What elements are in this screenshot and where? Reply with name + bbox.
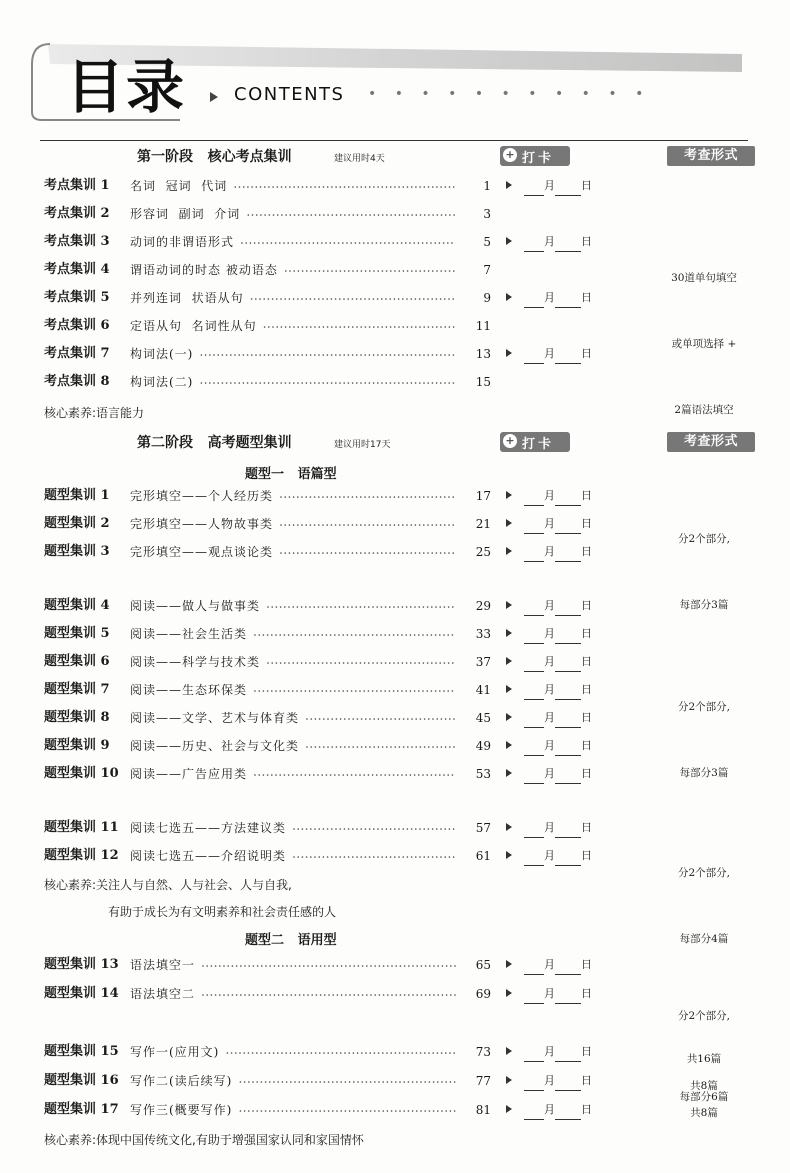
row-page: 15: [475, 375, 491, 389]
toc-row[interactable]: [44, 624, 604, 644]
row-code: 题型集训 8: [44, 710, 110, 725]
row-topic: 写作二(读后续写): [130, 1074, 233, 1088]
stage2-exam-form-badge: 考查形式: [667, 432, 755, 452]
groupC-note: 分2个部分, 每部分4篇: [677, 867, 731, 945]
stage1-title: 第一阶段 核心考点集训: [137, 149, 292, 165]
stage1-exam-note: 30道单句填空 或单项选择 + 2篇语法填空: [671, 272, 737, 416]
row-code: 考点集训 2: [44, 206, 110, 221]
arrow-icon: [210, 92, 218, 102]
row-topic: 动词的非谓语形式: [130, 235, 235, 249]
type1-title: 题型一 语篇型: [245, 467, 337, 482]
row-code: 考点集训 4: [44, 262, 110, 277]
row-page: 57: [475, 821, 491, 835]
toc-row[interactable]: [44, 596, 604, 616]
toc-row[interactable]: [44, 1100, 604, 1120]
arrow-icon: [506, 349, 512, 357]
dotted-leader: [44, 288, 494, 308]
toc-row[interactable]: [44, 1042, 604, 1062]
dotted-leader: [44, 1042, 494, 1062]
groupD-note: 分2个部分, 每部分6篇: [677, 1010, 731, 1103]
groupB-note: 分2个部分, 每部分3篇: [677, 701, 731, 779]
row-page: 3: [483, 207, 491, 221]
toc-row[interactable]: [44, 1071, 604, 1091]
row-topic: 完形填空——人物故事类: [130, 517, 274, 531]
date-field[interactable]: 月 日: [524, 680, 592, 700]
stage1-checkin-badge: + 打卡: [500, 146, 570, 166]
stage2-title: 第二阶段 高考题型集训: [137, 435, 292, 451]
row-code: 题型集训 1: [44, 488, 110, 503]
row-page: 81: [475, 1103, 491, 1117]
row-code: 考点集训 1: [44, 178, 110, 193]
arrow-icon: [506, 519, 512, 527]
row-topic: 阅读——文学、艺术与体育类: [130, 711, 300, 725]
row-topic: 阅读——历史、社会与文化类: [130, 739, 300, 753]
row-code: 考点集训 6: [44, 318, 110, 333]
plus-icon: +: [503, 434, 517, 448]
row-page: 5: [483, 235, 491, 249]
row-code: 考点集训 3: [44, 234, 110, 249]
date-field[interactable]: 月 日: [524, 486, 592, 506]
arrow-icon: [506, 685, 512, 693]
arrow-icon: [506, 769, 512, 777]
toc-row[interactable]: [44, 708, 604, 728]
row-code: 题型集训 6: [44, 654, 110, 669]
date-field[interactable]: 月 日: [524, 955, 592, 975]
row-page: 41: [475, 683, 491, 697]
row-page: 17: [475, 489, 491, 503]
toc-row[interactable]: [44, 736, 604, 756]
arrow-icon: [506, 657, 512, 665]
dotted-leader: [44, 514, 494, 534]
row-topic: 阅读——广告应用类: [130, 767, 248, 781]
row-code: 题型集训 16: [44, 1073, 119, 1088]
date-field[interactable]: 月 日: [524, 846, 592, 866]
row-topic: 完形填空——个人经历类: [130, 489, 274, 503]
row-code: 题型集训 15: [44, 1044, 119, 1059]
toc-row[interactable]: [44, 514, 604, 534]
row-code: 题型集训 17: [44, 1102, 119, 1117]
groupE-note-2: 共8篇: [690, 1107, 718, 1119]
dotted-leader: [44, 846, 494, 866]
plus-icon: +: [503, 148, 517, 162]
dotted-leader: [44, 596, 494, 616]
date-field[interactable]: 月 日: [524, 708, 592, 728]
stage1-core: 核心素养:语言能力: [44, 406, 145, 420]
date-field[interactable]: 月 日: [524, 596, 592, 616]
toc-row[interactable]: [44, 288, 604, 308]
row-topic: 阅读七选五——介绍说明类: [130, 849, 287, 863]
row-topic: 阅读——做人与做事类: [130, 599, 261, 613]
row-topic: 构词法(二): [130, 375, 194, 389]
toc-row[interactable]: [44, 818, 604, 838]
row-page: 61: [475, 849, 491, 863]
row-page: 13: [475, 347, 491, 361]
toc-row[interactable]: [44, 260, 604, 280]
page-subtitle: CONTENTS: [234, 84, 345, 105]
row-code: 题型集训 5: [44, 626, 110, 641]
toc-row[interactable]: [44, 846, 604, 866]
date-field[interactable]: 月 日: [524, 652, 592, 672]
divider: [40, 140, 748, 141]
row-code: 题型集训 4: [44, 598, 110, 613]
dotted-leader: [44, 652, 494, 672]
arrow-icon: [506, 237, 512, 245]
stage2-core1b: 有助于成长为有文明素养和社会责任感的人: [108, 905, 337, 919]
row-topic: 语法填空二: [130, 987, 196, 1001]
arrow-icon: [506, 547, 512, 555]
row-code: 题型集训 11: [44, 820, 119, 835]
date-field[interactable]: 月 日: [524, 1100, 592, 1120]
row-page: 53: [475, 767, 491, 781]
arrow-icon: [506, 1105, 512, 1113]
row-code: 题型集训 7: [44, 682, 110, 697]
row-topic: 完形填空——观点谈论类: [130, 545, 274, 559]
dotted-leader: [44, 232, 494, 252]
date-field[interactable]: 月 日: [524, 288, 592, 308]
type2-title: 题型二 语用型: [245, 933, 337, 948]
date-field[interactable]: 月 日: [524, 1071, 592, 1091]
row-code: 题型集训 12: [44, 848, 119, 863]
toc-row[interactable]: [44, 372, 604, 392]
dotted-leader: [44, 176, 494, 196]
row-topic: 形容词 副词 介词: [130, 207, 241, 221]
row-page: 69: [475, 987, 491, 1001]
toc-row[interactable]: [44, 486, 604, 506]
toc-row[interactable]: [44, 984, 604, 1004]
row-code: 题型集训 9: [44, 738, 110, 753]
arrow-icon: [506, 491, 512, 499]
date-field[interactable]: 月 日: [524, 736, 592, 756]
row-topic: 阅读——社会生活类: [130, 627, 248, 641]
dotted-leader: [44, 344, 494, 364]
row-code: 题型集训 13: [44, 957, 119, 972]
dotted-leader: [44, 955, 494, 975]
dotted-leader: • • • • • • • • • • •: [368, 86, 651, 102]
row-code: 考点集训 5: [44, 290, 110, 305]
toc-row[interactable]: [44, 955, 604, 975]
row-page: 7: [483, 263, 491, 277]
stage1-suggest: 建议用时4天: [334, 154, 385, 164]
dotted-leader: [44, 316, 494, 336]
toc-row[interactable]: [44, 232, 604, 252]
row-page: 29: [475, 599, 491, 613]
arrow-icon: [506, 629, 512, 637]
stage2-core1a: 核心素养:关注人与自然、人与社会、人与自我,: [44, 878, 292, 892]
row-topic: 语法填空一: [130, 958, 196, 972]
row-page: 1: [483, 179, 491, 193]
row-topic: 并列连词 状语从句: [130, 291, 244, 305]
groupE-note-0: 共16篇: [686, 1053, 722, 1065]
row-page: 25: [475, 545, 491, 559]
arrow-icon: [506, 601, 512, 609]
stage2-core2: 核心素养:体现中国传统文化,有助于增强国家认同和家国情怀: [44, 1133, 364, 1147]
date-field[interactable]: 月 日: [524, 818, 592, 838]
dotted-leader: [44, 486, 494, 506]
row-page: 11: [475, 319, 491, 333]
row-topic: 阅读——生态环保类: [130, 683, 248, 697]
row-page: 33: [475, 627, 491, 641]
dotted-leader: [44, 708, 494, 728]
dotted-leader: [44, 764, 494, 784]
date-field[interactable]: 月 日: [524, 514, 592, 534]
dotted-leader: [44, 372, 494, 392]
row-topic: 构词法(一): [130, 347, 194, 361]
row-page: 65: [475, 958, 491, 972]
dotted-leader: [44, 818, 494, 838]
date-field[interactable]: 月 日: [524, 624, 592, 644]
row-code: 题型集训 2: [44, 516, 110, 531]
toc-row[interactable]: [44, 316, 604, 336]
toc-row[interactable]: [44, 204, 604, 224]
toc-row[interactable]: [44, 764, 604, 784]
toc-row[interactable]: [44, 176, 604, 196]
stage2-checkin-badge: + 打卡: [500, 432, 570, 452]
row-topic: 写作三(概要写作): [130, 1103, 233, 1117]
arrow-icon: [506, 823, 512, 831]
row-topic: 定语从句 名词性从句: [130, 319, 257, 333]
date-field[interactable]: 月 日: [524, 344, 592, 364]
dotted-leader: [44, 680, 494, 700]
row-page: 73: [475, 1045, 491, 1059]
toc-row[interactable]: [44, 344, 604, 364]
row-topic: 写作一(应用文): [130, 1045, 220, 1059]
row-code: 题型集训 10: [44, 766, 119, 781]
arrow-icon: [506, 1047, 512, 1055]
date-field[interactable]: 月 日: [524, 764, 592, 784]
row-topic: 阅读七选五——方法建议类: [130, 821, 287, 835]
toc-row[interactable]: [44, 542, 604, 562]
arrow-icon: [506, 741, 512, 749]
groupE-note-1: 共8篇: [690, 1080, 718, 1092]
row-topic: 阅读——科学与技术类: [130, 655, 261, 669]
arrow-icon: [506, 293, 512, 301]
row-page: 9: [483, 291, 491, 305]
row-code: 题型集训 14: [44, 986, 119, 1001]
row-page: 21: [475, 517, 491, 531]
arrow-icon: [506, 960, 512, 968]
arrow-icon: [506, 851, 512, 859]
dotted-leader: [44, 1071, 494, 1091]
groupA-note: 分2个部分, 每部分3篇: [677, 533, 731, 611]
date-field[interactable]: 月 日: [524, 232, 592, 252]
date-field[interactable]: 月 日: [524, 984, 592, 1004]
date-field[interactable]: 月 日: [524, 176, 592, 196]
row-topic: 谓语动词的时态 被动语态: [130, 263, 278, 277]
dotted-leader: [44, 542, 494, 562]
dotted-leader: [44, 624, 494, 644]
row-page: 37: [475, 655, 491, 669]
row-page: 77: [475, 1074, 491, 1088]
dotted-leader: [44, 260, 494, 280]
dotted-leader: [44, 204, 494, 224]
row-topic: 名词 冠词 代词: [130, 179, 228, 193]
date-field[interactable]: 月 日: [524, 542, 592, 562]
stage1-exam-form-badge: 考查形式: [667, 146, 755, 166]
date-field[interactable]: 月 日: [524, 1042, 592, 1062]
stage2-suggest: 建议用时17天: [334, 440, 391, 450]
row-code: 考点集训 8: [44, 374, 110, 389]
arrow-icon: [506, 713, 512, 721]
dotted-leader: [44, 1100, 494, 1120]
arrow-icon: [506, 181, 512, 189]
toc-row[interactable]: [44, 680, 604, 700]
row-page: 45: [475, 711, 491, 725]
row-page: 49: [475, 739, 491, 753]
dotted-leader: [44, 736, 494, 756]
page-title: 目录: [66, 53, 187, 121]
arrow-icon: [506, 989, 512, 997]
row-code: 考点集训 7: [44, 346, 110, 361]
toc-row[interactable]: [44, 652, 604, 672]
row-code: 题型集训 3: [44, 544, 110, 559]
dotted-leader: [44, 984, 494, 1004]
arrow-icon: [506, 1076, 512, 1084]
